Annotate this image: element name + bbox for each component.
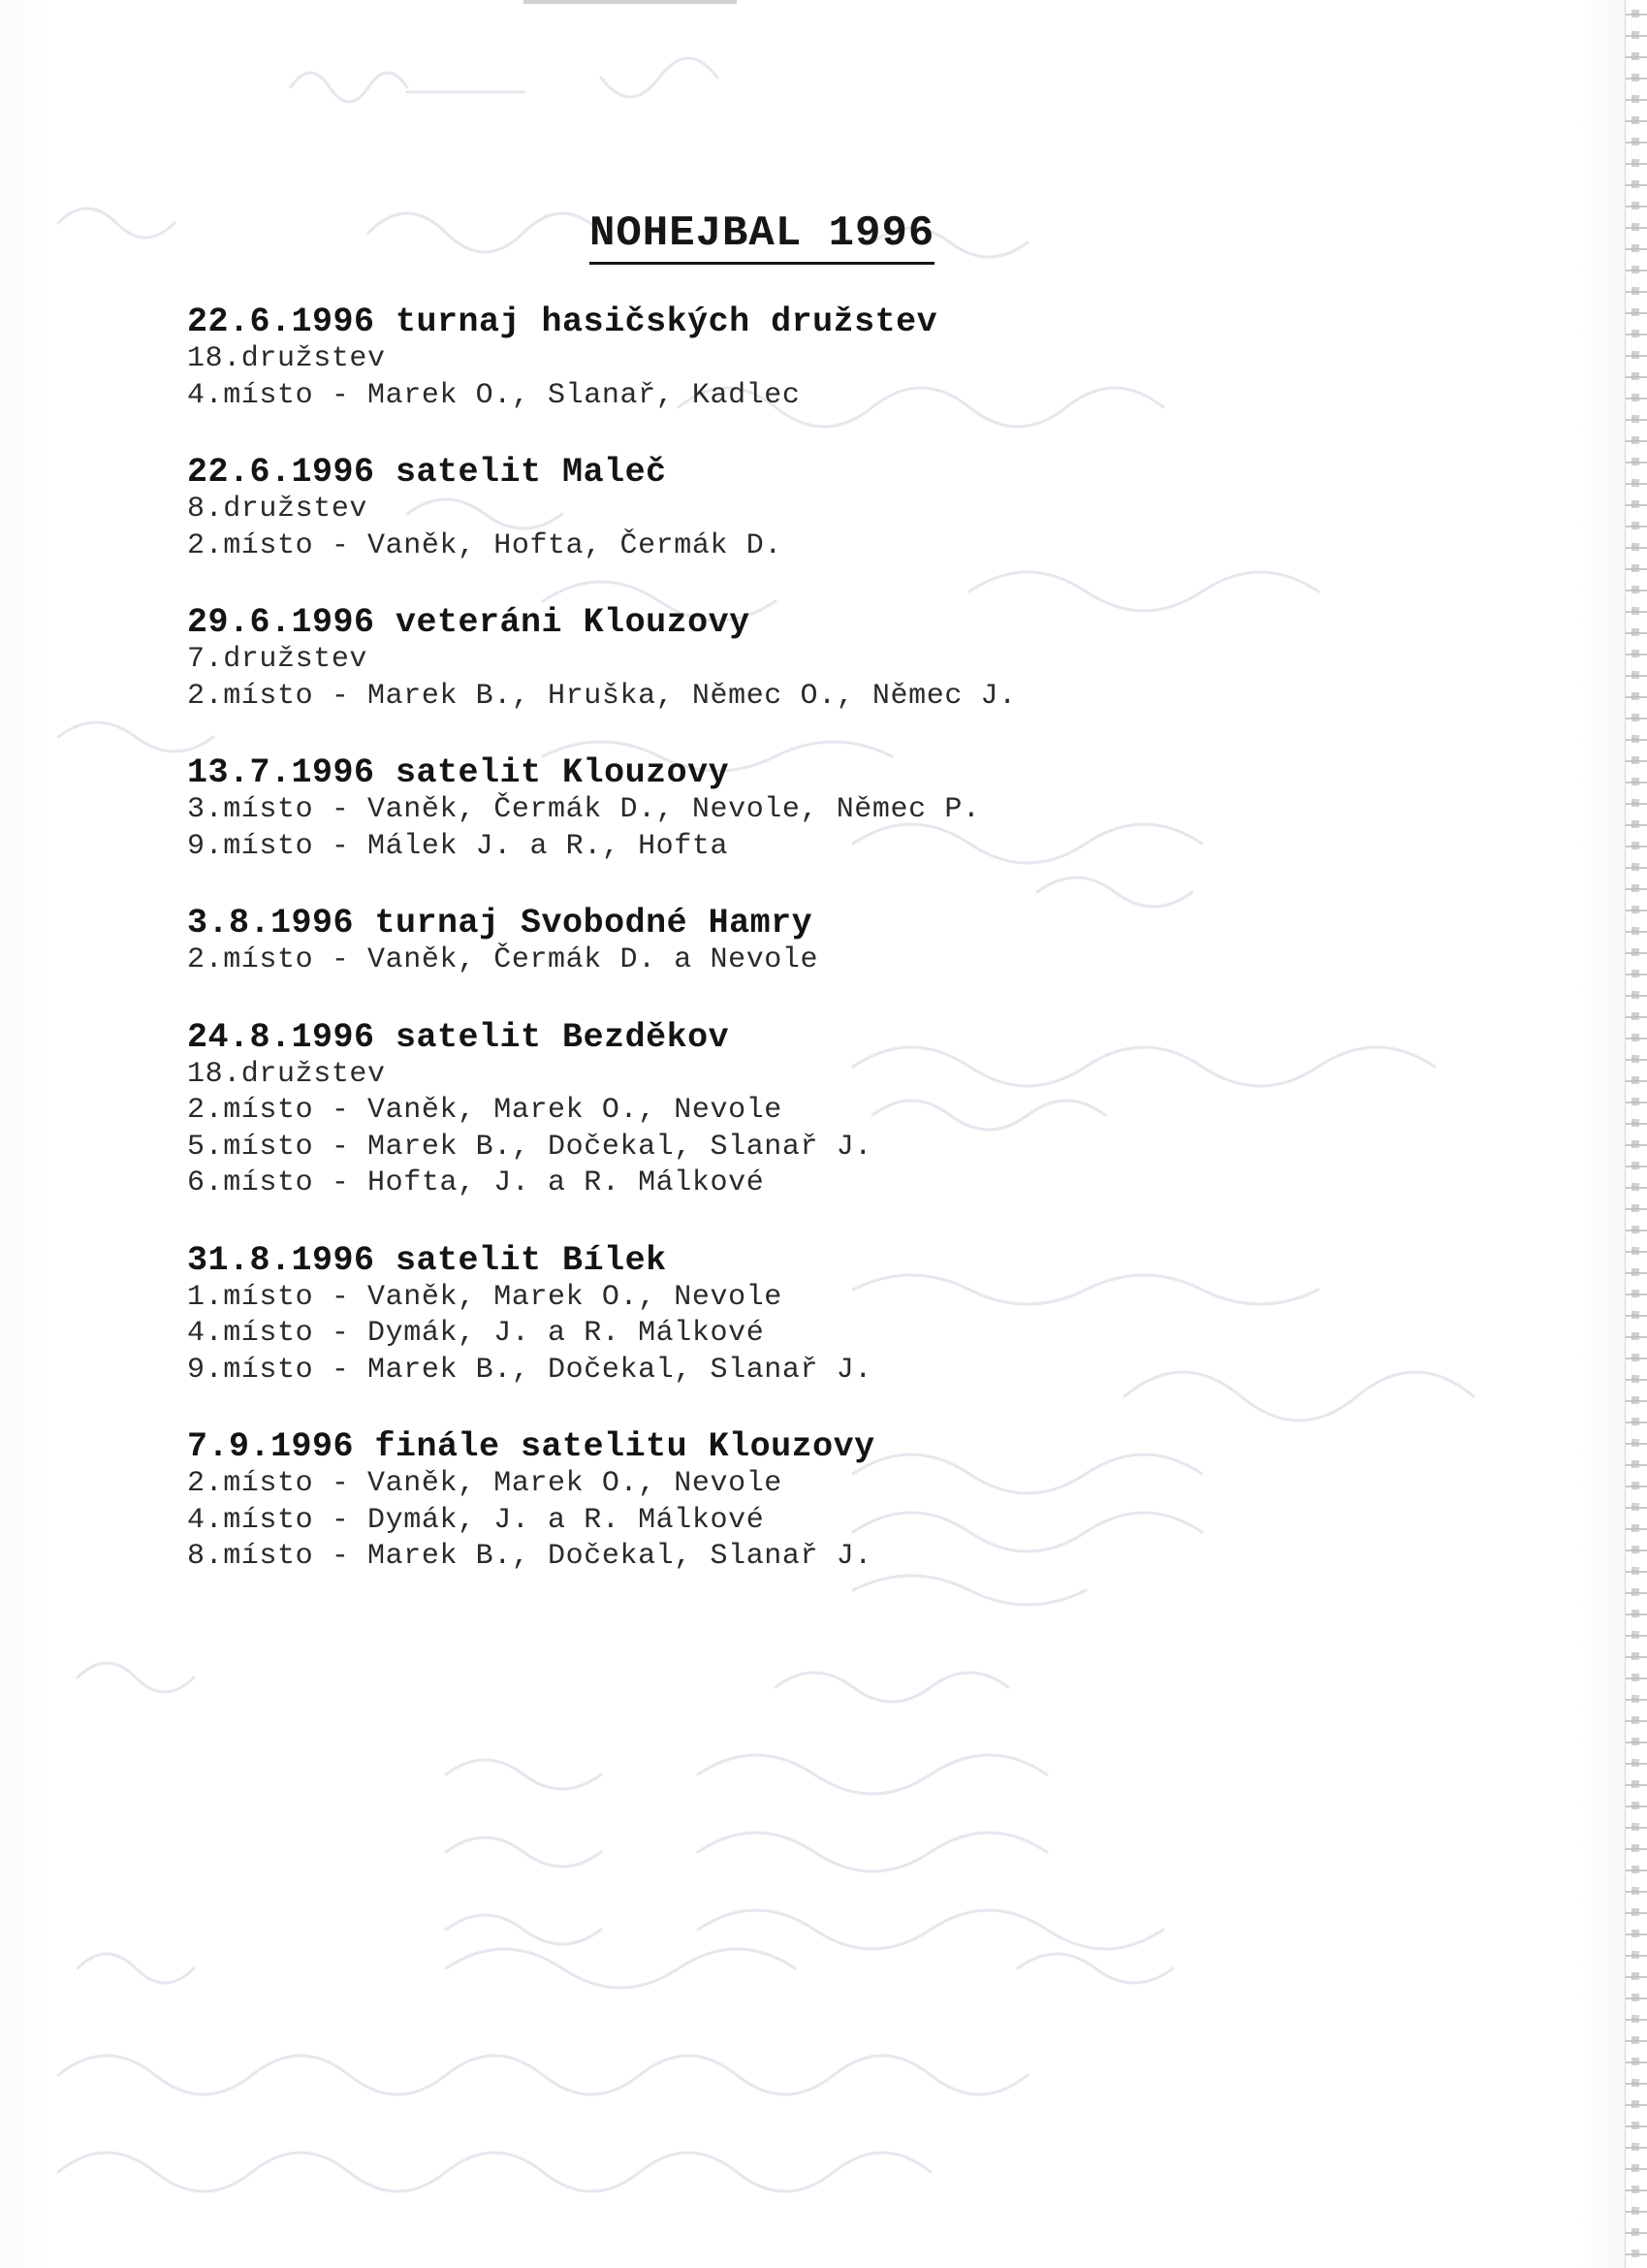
event-line: 1.místo - Vaněk, Marek O., Nevole	[187, 1280, 782, 1314]
event-item	[187, 753, 1447, 865]
event-line: 4.místo - Dymák, J. a R. Málkové	[187, 1503, 765, 1537]
event-item	[187, 453, 1447, 564]
event-line: 4.místo - Dymák, J. a R. Málkové	[187, 1317, 765, 1350]
scan-edge-mark	[523, 0, 737, 4]
binding-edge	[1625, 0, 1647, 2268]
event-line: 7.družstev	[187, 643, 368, 676]
event-line: 9.místo - Marek B., Dočekal, Slanař J.	[187, 1353, 872, 1387]
event-line: 2.místo - Vaněk, Marek O., Nevole	[187, 1467, 782, 1500]
page-title: NOHEJBAL 1996	[589, 208, 934, 265]
event-heading: 7.9.1996 finále satelitu Klouzovy	[187, 1427, 875, 1466]
event-line: 9.místo - Málek J. a R., Hofta	[187, 829, 729, 863]
event-heading: 22.6.1996 turnaj hasičských družstev	[187, 303, 938, 341]
event-item	[187, 303, 1447, 414]
event-line: 18.družstev	[187, 342, 386, 375]
event-item	[187, 1018, 1447, 1202]
event-line: 6.místo - Hofta, J. a R. Málkové	[187, 1166, 765, 1199]
event-line: 3.místo - Vaněk, Čermák D., Nevole, Němec P.	[187, 793, 981, 826]
event-heading: 31.8.1996 satelit Bílek	[187, 1240, 667, 1280]
event-item	[187, 603, 1447, 715]
event-item	[187, 904, 1447, 979]
events-list	[187, 303, 1447, 1614]
event-line: 2.místo - Vaněk, Čermák D. a Nevole	[187, 943, 819, 976]
event-line: 8.družstev	[187, 493, 368, 526]
event-line: 5.místo - Marek B., Dočekal, Slanař J.	[187, 1130, 872, 1164]
event-line: 8.místo - Marek B., Dočekal, Slanař J.	[187, 1540, 872, 1573]
event-item	[187, 1427, 1447, 1576]
event-item	[187, 1241, 1447, 1390]
event-line: 2.místo - Vaněk, Marek O., Nevole	[187, 1094, 782, 1127]
event-line: 4.místo - Marek O., Slanař, Kadlec	[187, 378, 801, 412]
event-heading: 22.6.1996 satelit Maleč	[187, 453, 667, 492]
event-heading: 24.8.1996 satelit Bezděkov	[187, 1017, 730, 1057]
event-line: 2.místo - Vaněk, Hofta, Čermák D.	[187, 528, 782, 562]
event-heading: 29.6.1996 veteráni Klouzovy	[187, 603, 750, 642]
event-line: 18.družstev	[187, 1057, 386, 1091]
event-heading: 13.7.1996 satelit Klouzovy	[187, 753, 730, 792]
event-heading: 3.8.1996 turnaj Svobodné Hamry	[187, 904, 813, 942]
event-line: 2.místo - Marek B., Hruška, Němec O., Němec J.	[187, 679, 1017, 713]
